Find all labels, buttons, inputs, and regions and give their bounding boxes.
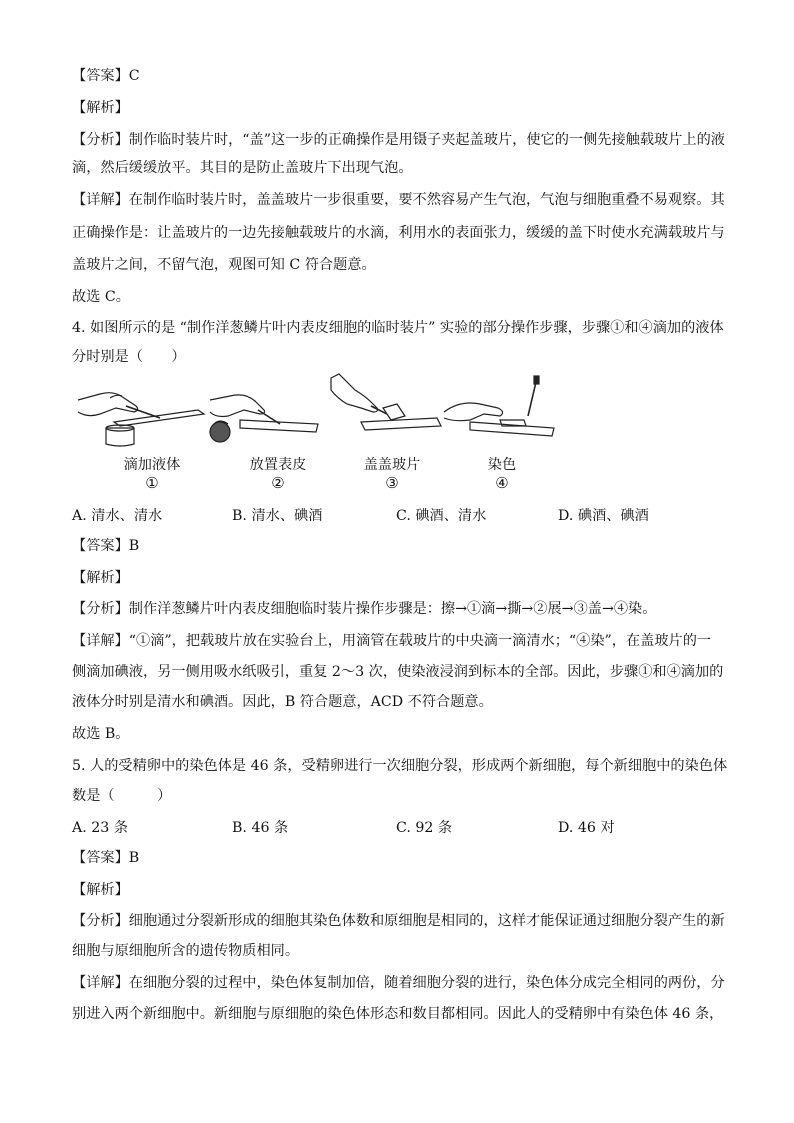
fenxi-text: 制作洋葱鳞片叶内表皮细胞临时装片操作步骤是：擦→①滴→撕→②展→③盖→④染。 xyxy=(128,601,657,617)
xiangjie-tag: 【详解】 xyxy=(72,192,129,208)
q3-fenxi-line2: 滴，然后缓缓放平。其目的是防止盖玻片下出现气泡。 xyxy=(72,160,413,176)
q4-conclusion: 故选 B。 xyxy=(72,726,130,742)
answer-tag: 【答案】 xyxy=(72,850,129,866)
q3-xiangjie-line3: 盖玻片之间，不留气泡，观图可知 C 符合题意。 xyxy=(72,257,376,273)
q5-option-a: A. 23 条 xyxy=(72,820,129,836)
q3-fenxi xyxy=(72,130,725,150)
q4-stem-line1: 4. 如图所示的是 “制作洋葱鳞片叶内表皮细胞的临时装片” 实验的部分操作步骤，步骤①和④滴加的液体 xyxy=(72,320,724,336)
fenxi-tag: 【分析】 xyxy=(72,132,129,148)
q4-xiangjie-line3: 液体分时别是清水和碘酒。因此，B 符合题意，ACD 不符合题意。 xyxy=(72,694,493,710)
q5-option-d: D. 46 对 xyxy=(558,820,615,836)
q5-stem-line2: 数是（ ） xyxy=(72,788,172,804)
q3-xiangjie-line2: 正确操作是：让盖玻片的一边先接触载玻片的水滴，利用水的表面张力，缓缓的盖下时使水充满载玻片与 xyxy=(72,225,725,241)
fenxi-text: 细胞通过分裂新形成的细胞其染色体数和原细胞是相同的，这样才能保证通过细胞分裂产生的新 xyxy=(128,913,725,929)
q3-jiexi-heading: 【解析】 xyxy=(72,100,129,116)
xiangjie-tag: 【详解】 xyxy=(72,633,129,649)
answer-value: B xyxy=(128,538,140,554)
q4-options xyxy=(72,505,732,525)
q4-option-a: A. 清水、清水 xyxy=(72,508,163,524)
number-step3: ③ xyxy=(385,474,399,492)
q4-procedure-figure xyxy=(70,372,560,498)
number-step2: ② xyxy=(271,474,285,492)
xiangjie-text: 在制作临时装片时，盖盖玻片一步很重要，要不然容易产生气泡，气泡与细胞重叠不易观察。其 xyxy=(128,192,725,208)
q4-xiangjie-line2: 侧滴加碘液，另一侧用吸水纸吸引，重复 2～3 次，使染液浸润到标本的全部。因此，步骤①和④滴加的 xyxy=(72,664,724,680)
step1-drawing xyxy=(78,393,204,446)
answer-tag: 【答案】 xyxy=(72,538,129,554)
xiangjie-text: “①滴”，把载玻片放在实验台上，用滴管在载玻片的中央滴一滴清水；“④染”，在盖玻片的一 xyxy=(128,633,712,649)
caption-step1: 滴加液体 xyxy=(123,457,181,473)
q4-jiexi-heading: 【解析】 xyxy=(72,570,129,586)
xiangjie-tag: 【详解】 xyxy=(72,975,129,991)
fenxi-tag: 【分析】 xyxy=(72,913,129,929)
q4-xiangjie xyxy=(72,631,711,651)
q4-option-d: D. 碘酒、碘酒 xyxy=(558,508,649,524)
q3-conclusion: 故选 C。 xyxy=(72,289,130,305)
step2-drawing xyxy=(210,395,318,442)
q5-fenxi-line2: 细胞与原细胞所含的遗传物质相同。 xyxy=(72,943,300,959)
caption-step3: 盖盖玻片 xyxy=(363,457,421,473)
q5-xiangjie-line2: 别进入两个新细胞中。新细胞与原细胞的染色体形态和数目都相同。因此人的受精卵中有染色体 46 条， xyxy=(72,1006,724,1022)
q5-option-c: C. 92 条 xyxy=(396,820,453,836)
answer-tag: 【答案】 xyxy=(72,68,129,84)
q5-fenxi xyxy=(72,911,725,931)
q4-stem-line2: 分时别是（ ） xyxy=(72,349,186,365)
q5-stem-line1: 5. 人的受精卵中的染色体是 46 条，受精卵进行一次细胞分裂，形成两个新细胞，每个新细胞中的染色体 xyxy=(72,758,728,774)
caption-step4: 染色 xyxy=(487,457,517,473)
q3-xiangjie xyxy=(72,190,725,210)
fenxi-text: 制作临时装片时，“盖”这一步的正确操作是用镊子夹起盖玻片，使它的一侧先接触载玻片上的液 xyxy=(128,132,725,148)
answer-value: B xyxy=(128,850,140,866)
q4-option-b: B. 清水、碘酒 xyxy=(232,508,323,524)
q4-answer xyxy=(72,536,139,556)
number-step1: ① xyxy=(145,474,159,492)
xiangjie-text: 在细胞分裂的过程中，染色体复制加倍，随着细胞分裂的进行，染色体分成完全相同的两份，分 xyxy=(128,975,725,991)
q5-option-b: B. 46 条 xyxy=(232,820,289,836)
answer-value: C xyxy=(128,68,140,84)
q4-fenxi xyxy=(72,599,656,619)
q5-answer xyxy=(72,848,139,868)
q5-options xyxy=(72,817,732,837)
q4-option-c: C. 碘酒、清水 xyxy=(396,508,487,524)
step4-drawing xyxy=(444,376,554,436)
step3-drawing xyxy=(331,374,441,430)
q3-answer xyxy=(72,66,140,86)
q5-jiexi-heading: 【解析】 xyxy=(72,882,129,898)
fenxi-tag: 【分析】 xyxy=(72,601,129,617)
number-step4: ④ xyxy=(495,474,509,492)
q5-xiangjie xyxy=(72,973,725,993)
caption-step2: 放置表皮 xyxy=(249,457,307,473)
